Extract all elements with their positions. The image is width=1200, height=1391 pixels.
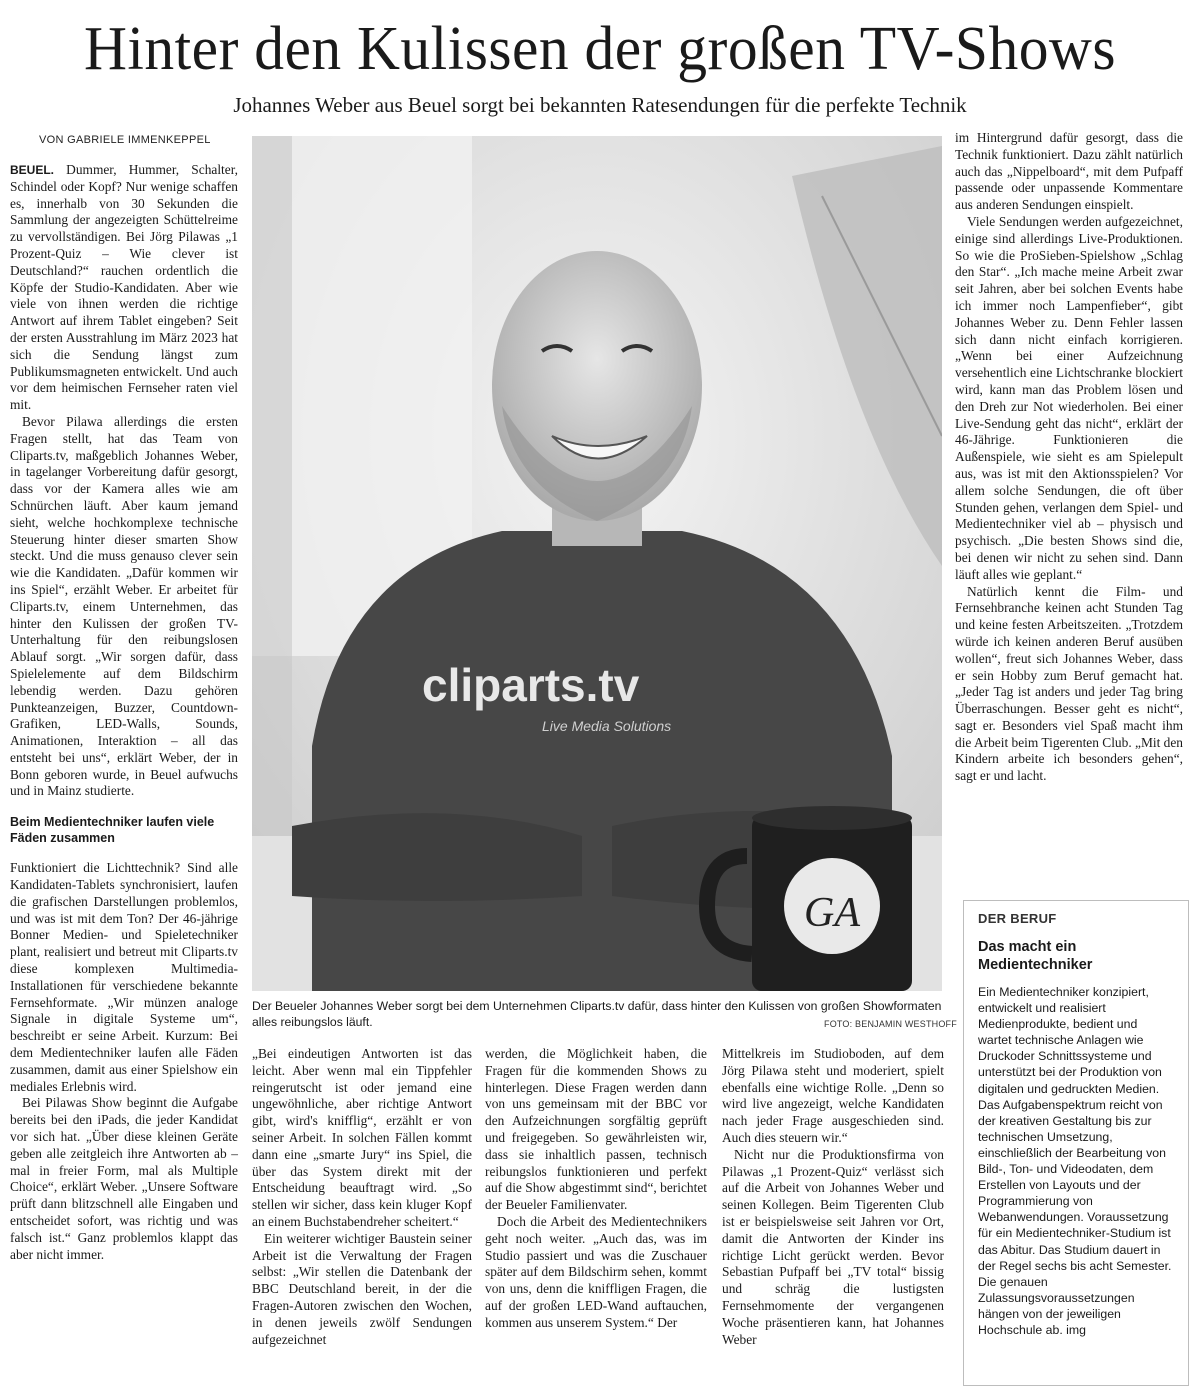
info-box xyxy=(963,900,1189,1386)
byline: VON GABRIELE IMMENKEPPEL xyxy=(39,134,211,146)
paragraph-text: Dummer, Hummer, Schalter, Schindel oder Kopf? Nur wenige schaffen es, innerhalb von 30 Sekunden die Sammlung der angezeigten Schüttelreime zu vervollständigen. Bei Jörg Pilawas „1 Prozent-Quiz – Wie clever ist Deutschland?“ rauchen ordentlich die Köpfe der Studio-Kandidaten. Aber wie viele von ihnen werden die richtige Antwort auf ihrem Tablet eingeben? Seit der ersten Ausstrahlung im März 2023 hat sich die Sendung längst zum Publikumsmagneten entwickelt. Und auch vor dem heimischen Fernseher raten viel mit. xyxy=(10,162,238,413)
paragraph xyxy=(10,162,238,414)
paragraph: Bei Pilawas Show beginnt die Aufgabe bereits bei den iPads, die jeder Kandidat vor sich hat. „Über diese kleinen Geräte geben alle zeitgleich ihre Antworten ab – mal in freier Form, mal als Multiple Choice“, erklärt Weber. „Unsere Software prüft dann blitzschnell alle Eingaben und entscheidet sofort, was richtig und was falsch ist.“ Ganz problemlos klappt das aber nicht immer. xyxy=(10,1095,238,1262)
photo-caption: Der Beueler Johannes Weber sorgt bei dem Unternehmen Cliparts.tv dafür, dass hinter den Kulissen von großen Showformaten alles reibungslos läuft. xyxy=(252,999,942,1029)
article-column-1 xyxy=(10,162,238,1263)
photo-credit: FOTO: BENJAMIN WESTHOFF xyxy=(824,1019,957,1029)
paragraph: Ein weiterer wichtiger Baustein seiner Arbeit ist die Verwaltung der Fragen selbst: „Wir stellen die Datenbank der BBC Deutschland bereit, in der die Fragen-Autoren zwischen den Wochen, in denen jeweils zwölf Sendungen aufgezeichnet xyxy=(252,1230,472,1347)
info-box-text: Ein Medientechniker konzipiert, entwickelt und realisiert Medienprodukte, bedient und wartet technische Anlagen wie Druckoder Schnittssysteme und unterstützt bei der Produktion von digitalen und gedruckten Medien. Das Aufgabenspektrum reicht von der kreativen Gestaltung bis zur technischen Umsetzung, einschließlich der Bearbeitung von Bild-, Ton- und Videodaten, dem Erstellen von Layouts und der Programmierung von Webanwendungen. Voraussetzung für ein Medientechniker-Studium ist das Abitur. Das Studium dauert in der Regel sechs bis acht Semester. Die genauen Zulassungsvoraussetzungen hängen von der jeweiligen Hochschule ab. img xyxy=(978,985,1172,1337)
paragraph: Doch die Arbeit des Medientechnikers geht noch weiter. „Auch das, was im Studio passiert und was die Zuschauer später auf dem Bildschirm sehen, kommt von uns, denn die kniffligen Fragen, die auf der großen LED-Wand auftauchen, kommen aus unserem System.“ Der xyxy=(485,1213,707,1330)
info-box-title: Das macht ein Medientechniker xyxy=(978,939,1093,973)
paragraph: Natürlich kennt die Film- und Fernsehbranche keinen acht Stunden Tag und keine festen Arbeitszeiten. „Trotzdem würde ich keinen anderen Beruf ausüben wollen“, freut sich Johannes Weber, dass er sein Hobby zum Beruf gemacht hat. „Jeder Tag ist anders und jeder Tag bring Überraschungen. Besser geht es nicht“, sagt er. Besonders viel Spaß macht ihm die Arbeit beim Tigerenten Club. „Mit den Kindern arbeite ich besonders gehen“, sagt er und lacht. xyxy=(955,583,1183,784)
section-subhead: Beim Medientechniker laufen viele Fäden zusammen xyxy=(10,815,215,846)
shirt-tagline: Live Media Solutions xyxy=(542,718,672,734)
headline: Hinter den Kulissen der großen TV-Shows xyxy=(83,15,1117,83)
article-column-5 xyxy=(955,130,1183,785)
portrait-illustration xyxy=(252,136,942,991)
dateline: BEUEL. xyxy=(10,163,55,177)
paragraph: Nicht nur die Produktionsfirma von Pilawas „1 Prozent-Quiz“ verlässt sich auf die Arbeit von Johannes Weber und seinen Kollegen. Beim Tigerenten Club ist er beispielsweise seit Jahren vor Ort, damit die Antworten der Kinder ins richtige Licht gerückt werden. Bevor Sebastian Pufpaff bei „TV total“ bissig und schräg die lustigsten Fernsehmomente der vergangenen Woche präsentieren kann, hat Johannes Weber xyxy=(722,1146,944,1347)
paragraph: werden, die Möglichkeit haben, die Fragen für die kommenden Shows zu hinterlegen. Diese Fragen werden dann von uns gemeinsam mit der BBC vor den Aufzeichnungen sorgfältig geprüft und freigegeben. So gewährleisten wir, dass sie inhaltlich passen, technisch reibungslos funktionieren und perfekt auf die Show abgestimmt sind“, berichtet der Beueler Familienvater. xyxy=(485,1046,707,1213)
article-column-4 xyxy=(722,1046,944,1348)
shirt-logo: cliparts.tv xyxy=(422,659,640,711)
paragraph: Bevor Pilawa allerdings die ersten Fragen stellt, hat das Team von Cliparts.tv, maßgeblich Johannes Weber, in tagelanger Vorbereitung dafür gesorgt, dass vor der Kamera alles wie am Schnürchen läuft. Aber kaum jemand sieht, welche hochkomplexe technische Steuerung hinter dieser smarten Show steckt. Und die muss genauso clever sein wie die Kandidaten. „Dafür kommen wir ins Spiel“, erzählt Weber. Er arbeitet für Cliparts.tv, einem Unternehmen, das hinter den Kulissen der großen TV-Unterhaltung für den reibungslosen Ablauf sorgt. „Wir sorgen dafür, dass Spielelemente auf dem Bildschirm lebendig werden. Dazu gehören Punkteanzeigen, Buzzer, Countdown-Grafiken, LED-Walls, Sounds, Animationen, Interaktion – all das entsteht bei uns“, erklärt Weber, der in Bonn geboren wurde, in Beuel aufwuchs und in Mainz studierte. xyxy=(10,413,238,799)
paragraph: im Hintergrund dafür gesorgt, dass die Technik funktioniert. Dazu zählt natürlich auch das „Nippelboard“, mit dem Pufpaff passende oder unpassende Kommentare aus anderen Sendungen einspielt. xyxy=(955,130,1183,213)
subheadline: Johannes Weber aus Beuel sorgt bei bekannten Ratesendungen für die perfekte Technik xyxy=(233,93,967,117)
paragraph: Viele Sendungen werden aufgezeichnet, einige sind allerdings Live-Produktionen. So wie die ProSieben-Spielshow „Schlag den Star“. „Ich mache meine Arbeit zwar seit Jahren, aber bei solchen Events habe ich immer noch Lampenfieber“, gibt Johannes Weber zu. Denn Fehler lassen sich dann nicht einfach korrigieren. „Wenn bei einer Aufzeichnung versehentlich eine Lichtschranke blockiert wird, kann man das Problem lösen und den Dreh zur Not wiederholen. Bei einer Live-Sendung geht das nicht“, erklärt der 46-Jährige. Funktionieren die Außenspiele, wie sieht es am Spielepult aus, was ist mit den Aktionsspielen? Vor allem solche Sendungen, die oft über Stunden gehen, verlangen dem Spiel- und Medientechniker viel ab – physisch und psychisch. „Die besten Shows sind die, bei denen wir nicht zu sehen sind. Dann läuft alles wie geplant.“ xyxy=(955,213,1183,582)
paragraph: Funktioniert die Lichttechnik? Sind alle Kandidaten-Tablets synchronisiert, laufen die grafischen Darstellungen problemlos, und was ist mit dem Ton? Der 46-jährige Bonner Medien- und Spieletechniker plant, realisiert und betreut mit Cliparts.tv diese komplexen Multimedia-Installationen für verschiedene bekannte Fernsehformate. „Wir münzen analoge Signale in digitale Systeme um“, beschreibt er seine Arbeit. Kurzum: Bei dem Medientechniker laufen alle Fäden zusammen, damit aus einer Spielshow ein mediales Erlebnis wird. xyxy=(10,860,238,1094)
article-photo xyxy=(252,136,942,991)
mug-monogram: GA xyxy=(804,890,860,936)
paragraph: Mittelkreis im Studioboden, auf dem Jörg Pilawa steht und moderiert, spielt ebenfalls eine wichtige Rolle. „Denn so wird live angezeigt, welche Kandidaten nach jeder Frage ausgeschieden sind. Auch dies steuern wir.“ xyxy=(722,1046,944,1145)
article-column-2 xyxy=(252,1046,472,1348)
article-column-3 xyxy=(485,1046,707,1332)
paragraph: „Bei eindeutigen Antworten ist das leicht. Aber wenn mal ein Tippfehler reingerutscht ist oder jemand eine ungewöhnliche, aber richtige Antwort gibt, wird's knifflig“, erzählt er von seiner Arbeit. In solchen Fällen kommt dann eine „smarte Jury“ ins Spiel, die über das System direkt mit der Entscheidung beauftragt wird. „So stellen wir sicher, dass kein kluger Kopf an einem Buchstabendreher scheitert.“ xyxy=(252,1046,472,1229)
info-box-label: DER BERUF xyxy=(978,911,1057,926)
